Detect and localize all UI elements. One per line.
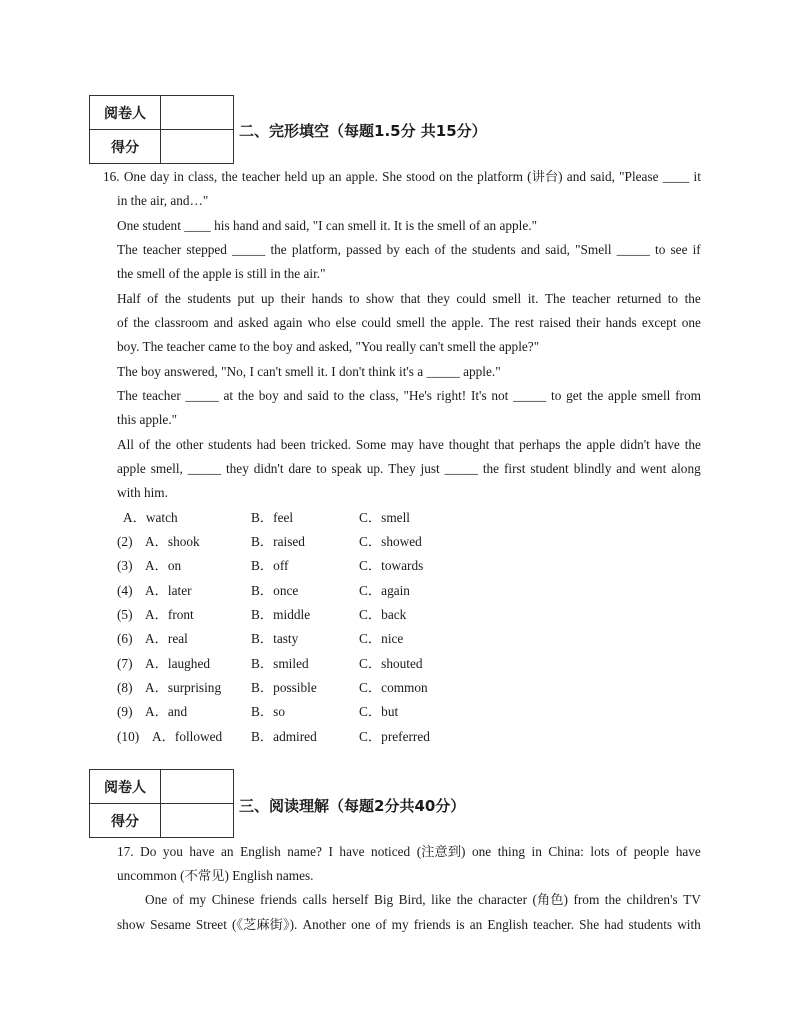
section-title-reading: 三、阅读理解（每题2分共40分）: [239, 797, 466, 815]
option-c[interactable]: C．common: [359, 680, 428, 695]
option-c[interactable]: C．smell: [359, 510, 410, 525]
option-b[interactable]: B．admired: [251, 729, 317, 744]
option-number: (4): [117, 583, 133, 598]
score-cell[interactable]: [161, 804, 234, 838]
option-b[interactable]: B．feel: [251, 510, 294, 525]
passage-line: the smell of the apple is still in the air.": [117, 266, 326, 281]
option-number: (5): [117, 607, 133, 622]
passage-line: All of the other students had been tricked. Some may have thought that perhaps the apple didn't have the: [117, 437, 701, 452]
option-c[interactable]: C．showed: [359, 534, 422, 549]
option-b[interactable]: B．raised: [251, 534, 305, 549]
passage-line: One student ____ his hand and said, "I can smell it. It is the smell of an apple.": [117, 218, 538, 233]
option-a[interactable]: A．shook: [145, 534, 200, 549]
option-number: (2): [117, 534, 133, 549]
option-number: (10): [117, 729, 140, 744]
passage-line: of the classroom and asked again who else could smell the apple. The rest raised their hands except one: [117, 315, 701, 330]
passage-line: One of my Chinese friends calls herself Big Bird, like the character (角色) from the children's TV: [145, 892, 701, 907]
passage-line: this apple.": [117, 412, 178, 427]
passage-line: boy. The teacher came to the boy and asked, "You really can't smell the apple?": [117, 339, 540, 354]
reviewer-cell[interactable]: [161, 770, 234, 804]
option-b[interactable]: B．middle: [251, 607, 311, 622]
passage-line: apple smell, _____ they didn't dare to speak up. They just _____ the first student blindly and went along: [117, 461, 701, 476]
reviewer-label: 阅卷人: [90, 96, 161, 130]
option-c[interactable]: C．back: [359, 607, 407, 622]
option-a[interactable]: A．later: [145, 583, 192, 598]
score-label: 得分: [90, 130, 161, 164]
score-cell[interactable]: [161, 130, 234, 164]
passage-line: uncommon (不常见) English names.: [117, 868, 314, 883]
score-table-section2: [89, 95, 234, 164]
passage-line: 16. One day in class, the teacher held up an apple. She stood on the platform (讲台) and said, "Please ____ it: [103, 169, 701, 184]
option-a[interactable]: A．surprising: [145, 680, 222, 695]
score-table-section3: [89, 769, 234, 838]
reviewer-cell[interactable]: [161, 96, 234, 130]
option-number: (6): [117, 631, 133, 646]
option-a[interactable]: A．on: [145, 558, 182, 573]
option-b[interactable]: B．possible: [251, 680, 317, 695]
option-a[interactable]: A．watch: [123, 510, 178, 525]
option-c[interactable]: C．towards: [359, 558, 424, 573]
reviewer-label: 阅卷人: [90, 770, 161, 804]
option-a[interactable]: A．front: [145, 607, 194, 622]
option-c[interactable]: C．again: [359, 583, 410, 598]
passage-line: The teacher _____ at the boy and said to the class, "He's right! It's not _____ to get the apple smell from: [117, 388, 701, 403]
passage-line: in the air, and…": [117, 193, 209, 208]
option-number: (7): [117, 656, 133, 671]
option-c[interactable]: C．nice: [359, 631, 404, 646]
score-label: 得分: [90, 804, 161, 838]
option-b[interactable]: B．smiled: [251, 656, 309, 671]
passage-line: The boy answered, "No, I can't smell it. I don't think it's a _____ apple.": [117, 364, 501, 379]
option-a[interactable]: A．followed: [152, 729, 223, 744]
option-c[interactable]: C．but: [359, 704, 399, 719]
passage-line: Half of the students put up their hands to show that they could smell it. The teacher returned to the: [117, 291, 701, 306]
option-a[interactable]: A．and: [145, 704, 188, 719]
option-c[interactable]: C．preferred: [359, 729, 430, 744]
option-b[interactable]: B．tasty: [251, 631, 299, 646]
passage-line: 17. Do you have an English name? I have noticed (注意到) one thing in China: lots of people have: [117, 844, 701, 859]
passage-line: with him.: [117, 485, 168, 500]
passage-line: show Sesame Street (《芝麻街》). Another one of my friends is an English teacher. She had students with: [117, 917, 701, 932]
option-c[interactable]: C．shouted: [359, 656, 423, 671]
option-b[interactable]: B．off: [251, 558, 289, 573]
option-number: (8): [117, 680, 133, 695]
option-b[interactable]: B．once: [251, 583, 299, 598]
option-a[interactable]: A．real: [145, 631, 188, 646]
option-b[interactable]: B．so: [251, 704, 285, 719]
option-number: (9): [117, 704, 133, 719]
passage-line: The teacher stepped _____ the platform, passed by each of the students and said, "Smell _____ to see if: [117, 242, 701, 257]
option-number: (3): [117, 558, 133, 573]
section-title-cloze: 二、完形填空（每题1.5分 共15分）: [239, 122, 487, 140]
option-a[interactable]: A．laughed: [145, 656, 210, 671]
